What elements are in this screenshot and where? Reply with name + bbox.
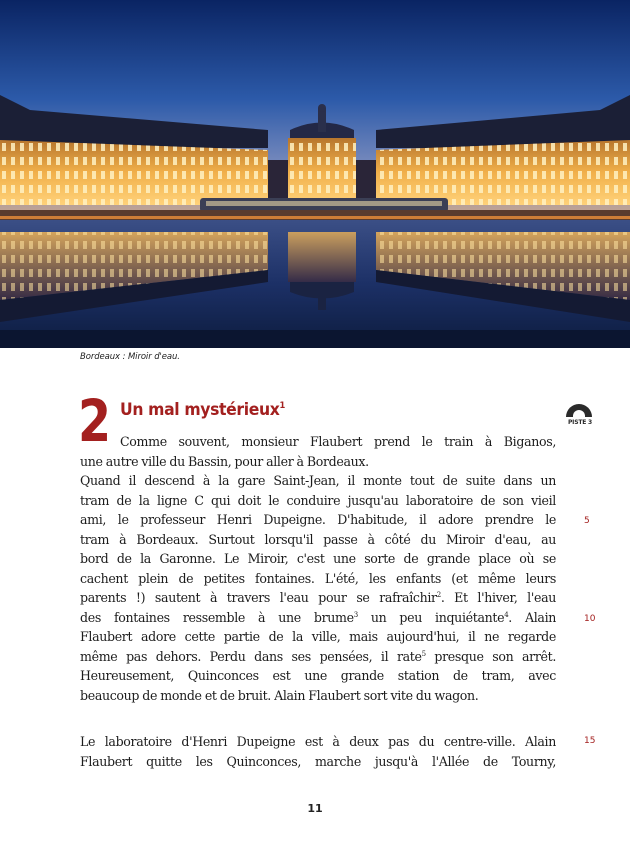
- footnote-marker: 3: [353, 610, 358, 619]
- chapter-number: 2: [78, 387, 112, 455]
- footnote-marker: 1: [279, 401, 285, 411]
- text-line: cachent plein de petites fontaines. L'été, les enfants (et même leurs: [80, 570, 556, 586]
- text-line: Flaubert adore cette partie de la ville, mais aujourd'hui, il ne regarde: [80, 629, 556, 644]
- text-line: Quand il descend à la gare Saint-Jean, il monte tout de suite dans un: [80, 473, 556, 488]
- line-number: 15: [584, 736, 596, 746]
- paragraph-1: [80, 432, 556, 705]
- text-line: tram de la ligne C qui doit le conduire jusqu'au laboratoire de son vieil: [80, 492, 556, 508]
- text-line: des fontaines ressemble à une brume$^3$ un peu inquiétante$^4$. Alain: [80, 609, 556, 625]
- audio-track-badge[interactable]: [564, 404, 596, 430]
- audio-track-label: PISTE 3: [567, 419, 592, 426]
- footnote-marker: 2: [436, 591, 441, 599]
- text-line: même pas dehors. Perdu dans ses pensées, il rate$^5$ presque son arrêt.: [80, 648, 556, 664]
- text-line: une autre ville du Bassin, pour aller à Bordeaux.: [80, 453, 369, 469]
- text-line: Flaubert quitte les Quinconces, marche jusqu'à l'Allée de Tourny,: [80, 753, 556, 769]
- photo-caption: Bordeaux : Miroir d'eau.: [80, 352, 180, 362]
- page-number: 11: [307, 802, 323, 815]
- text-line: Heureusement, Quinconces est une grande station de tram, avec: [80, 668, 556, 683]
- text-line: ami, le professeur Henri Dupeigne. D'habitude, il adore prendre le: [80, 512, 556, 527]
- line-number: 5: [584, 516, 590, 526]
- chapter-title: [120, 400, 285, 420]
- text-line: tram à Bordeaux. Surtout lorsqu'il passe à côté du Miroir d'eau, au: [80, 531, 556, 547]
- footnote-marker: 4: [504, 610, 509, 619]
- text-line: parents !) sautent à travers l'eau pour se rafraîchir$^2$. Et l'hiver, l'eau: [80, 590, 556, 605]
- headphones-icon: [566, 404, 592, 417]
- line-number: 10: [584, 614, 596, 624]
- text-line: bord de la Garonne. Le Miroir, c'est une sorte de grande place où se: [80, 551, 556, 566]
- place-de-la-bourse-photo: [0, 0, 630, 348]
- footnote-marker: 5: [421, 649, 426, 658]
- text-line: beaucoup de monde et de bruit. Alain Flaubert sort vite du wagon.: [80, 687, 479, 703]
- text-line: Le laboratoire d'Henri Dupeigne est à deux pas du centre-ville. Alain: [80, 734, 556, 749]
- text-line: Comme souvent, monsieur Flaubert prend le train à Biganos,: [120, 434, 556, 449]
- chapter-title-text: Un mal mystérieux: [120, 400, 280, 420]
- paragraph-2: [80, 732, 556, 771]
- header-photo: [0, 0, 630, 348]
